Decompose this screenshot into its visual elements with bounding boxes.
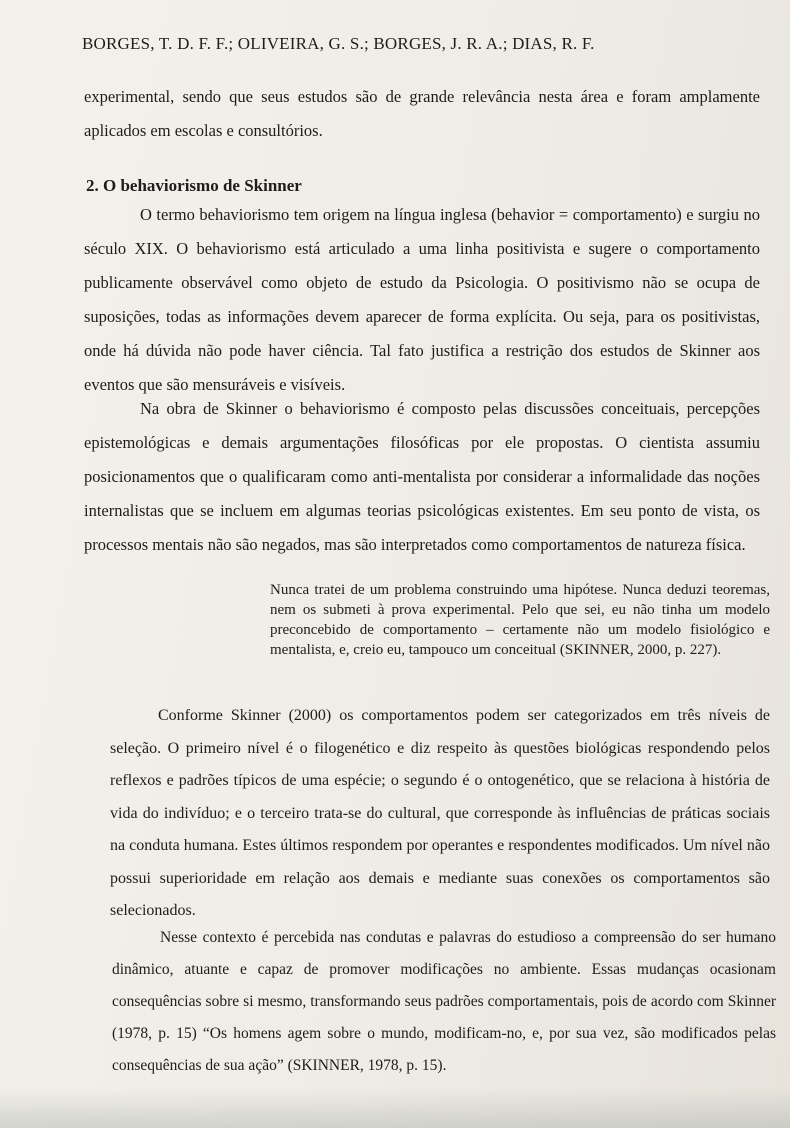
paragraph-context: Nesse contexto é percebida nas condutas e palavras do estudioso a compreensão do ser humano dinâmico, atuante e capaz de promover modificações no ambiente. Essas mudanças ocasionam consequências sobre si mesmo, transformando seus padrões comportamentais, pois de acordo com Skinner (1978, p. 15) “Os homens agem sobre o mundo, modificam-no, e, por sua vez, são modificados pelas consequências de sua ação” (SKINNER, 1978, p. 15). (112, 929, 776, 1074)
intro-paragraph: experimental, sendo que seus estudos são de grande relevância nesta área e foram amplamente aplicados em escolas e consultórios. (84, 87, 760, 140)
page-bottom-shadow (0, 1088, 790, 1128)
paragraph-origin: O termo behaviorismo tem origem na língua inglesa (behavior = comportamento) e surgiu no século XIX. O behaviorismo está articulado a uma linha positivista e sugere o comportamento publicamente observável como objeto de estudo da Psicologia. O positivismo não se ocupa de suposições, todas as informações devem aparecer de forma explícita. Ou seja, para os positivistas, onde há dúvida não pode haver ciência. Tal fato justifica a restrição dos estudos de Skinner aos eventos que são mensuráveis e visíveis. (84, 205, 760, 394)
paragraph-skinner-work: Na obra de Skinner o behaviorismo é composto pelas discussões conceituais, percepções epistemológicas e demais argumentações filosóficas por ele propostas. O cientista assumiu posicionamentos que o qualificaram como anti-mentalista por considerar a informalidade das noções internalistas que se incluem em algumas teorias psicológicas existentes. Em seu ponto de vista, os processos mentais não são negados, mas são interpretados como comportamentos de natureza física. (84, 399, 760, 554)
block-quote: Nunca tratei de um problema construindo uma hipótese. Nunca deduzi teoremas, nem os submeti à prova experimental. Pelo que sei, eu não tinha um modelo preconcebido de comportamento – certamente não um modelo fisiológico e mentalista, e, creio eu, tampouco um conceitual (SKINNER, 2000, p. 227). (270, 582, 770, 658)
paragraph-selection-levels: Conforme Skinner (2000) os comportamentos podem ser categorizados em três níveis de seleção. O primeiro nível é o filogenético e diz respeito às questões biológicas respondendo pelos reflexos e padrões típicos de uma espécie; o segundo é o ontogenético, que se relaciona à história de vida do indivíduo; e o terceiro trata-se do cultural, que corresponde às influências de práticas sociais na conduta humana. Estes últimos respondem por operantes e respondentes modificados. Um nível não possui superioridade em relação aos demais e mediante suas conexões os comportamentos são selecionados. (110, 707, 770, 919)
running-header: BORGES, T. D. F. F.; OLIVEIRA, G. S.; BORGES, J. R. A.; DIAS, R. F. (82, 34, 595, 53)
section-title: 2. O behaviorismo de Skinner (86, 176, 302, 195)
